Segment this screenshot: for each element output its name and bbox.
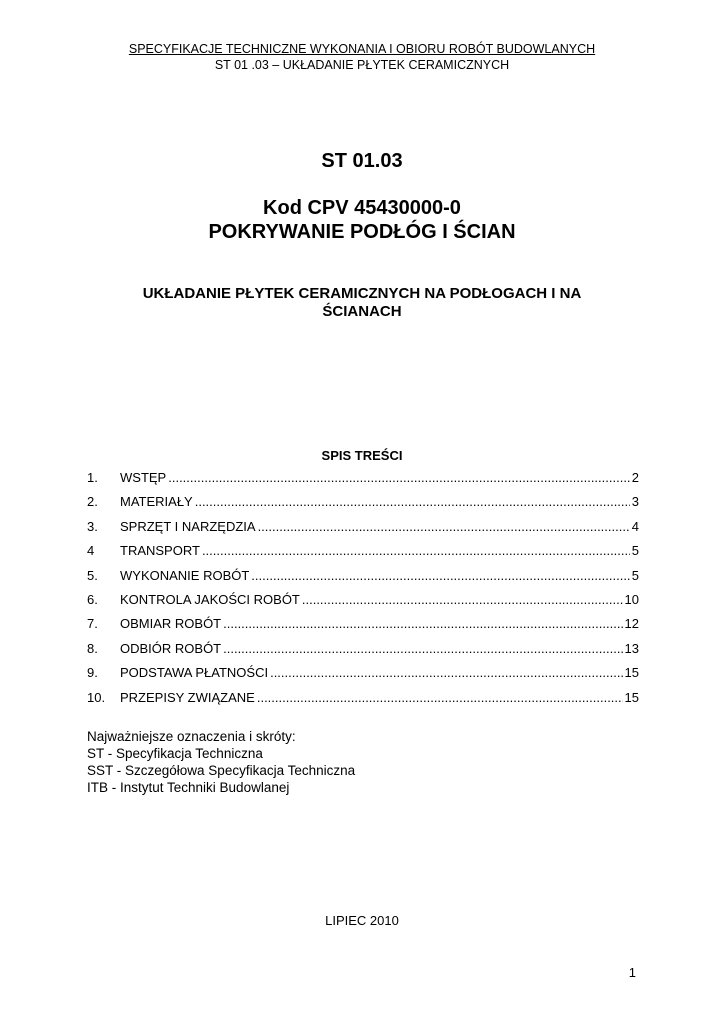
- table-of-contents: [87, 466, 639, 710]
- toc-item[interactable]: [87, 564, 639, 588]
- toc-item-number: 8.: [87, 640, 98, 656]
- toc-item-label: WYKONANIE ROBÓT: [120, 567, 250, 583]
- toc-item[interactable]: [87, 490, 639, 514]
- toc-item-page: 13: [624, 640, 639, 656]
- toc-item-number: 5.: [87, 567, 98, 583]
- header-line-2: ST 01 .03 – UKŁADANIE PŁYTEK CERAMICZNYCH: [214, 58, 510, 72]
- toc-item-number: 6.: [87, 591, 98, 607]
- toc-dot-leader: [202, 539, 630, 563]
- toc-dot-leader: [223, 637, 622, 661]
- toc-dot-leader: [302, 588, 623, 612]
- toc-item-label: MATERIAŁY: [120, 494, 193, 510]
- toc-dot-leader: [270, 661, 622, 685]
- document-subtitle: [90, 285, 634, 321]
- abbreviations-heading: Najważniejsze oznaczenia i skróty:: [87, 729, 296, 744]
- cpv-block: [0, 196, 724, 244]
- subtitle-line-2: ŚCIANACH: [322, 303, 402, 320]
- cpv-title: POKRYWANIE PODŁÓG I ŚCIAN: [208, 221, 516, 243]
- abbreviation-item: SST - Szczegółowa Specyfikacja Techniczna: [87, 763, 356, 778]
- abbreviations-block: [87, 728, 355, 796]
- toc-item-label: PRZEPISY ZWIĄZANE: [120, 689, 255, 705]
- toc-item[interactable]: [87, 515, 639, 539]
- abbreviation-item: ST - Specyfikacja Techniczna: [87, 746, 263, 761]
- toc-item-label: ODBIÓR ROBÓT: [120, 640, 222, 656]
- toc-dot-leader: [168, 466, 630, 490]
- header-line-1: SPECYFIKACJE TECHNICZNE WYKONANIA I OBIORU ROBÓT BUDOWLANYCH: [128, 42, 596, 56]
- toc-item-number: 10.: [87, 689, 106, 705]
- toc-item[interactable]: [87, 686, 639, 710]
- toc-title-text: SPIS TREŚCI: [321, 448, 403, 463]
- toc-dot-leader: [257, 686, 623, 710]
- toc-item[interactable]: [87, 637, 639, 661]
- toc-item[interactable]: [87, 612, 639, 636]
- subtitle-line-1: UKŁADANIE PŁYTEK CERAMICZNYCH NA PODŁOGACH I NA: [142, 285, 582, 302]
- document-date: LIPIEC 2010: [325, 913, 399, 928]
- toc-item-page: 15: [624, 665, 639, 681]
- toc-item-label: KONTROLA JAKOŚCI ROBÓT: [120, 591, 300, 607]
- toc-dot-leader: [258, 515, 630, 539]
- toc-item-page: 5: [631, 567, 639, 583]
- abbreviation-item: ITB - Instytut Techniki Budowlanej: [87, 780, 290, 795]
- toc-item-number: 4: [87, 543, 95, 559]
- toc-item[interactable]: [87, 466, 639, 490]
- toc-item-page: 3: [631, 494, 639, 510]
- toc-item-number: 2.: [87, 494, 98, 510]
- toc-dot-leader: [251, 564, 629, 588]
- toc-item-page: 4: [631, 518, 639, 534]
- document-code: ST 01.03: [321, 150, 403, 172]
- toc-item-label: SPRZĘT I NARZĘDZIA: [120, 518, 256, 534]
- toc-item-page: 15: [624, 689, 639, 705]
- toc-dot-leader: [223, 612, 622, 636]
- toc-title: [0, 448, 724, 463]
- toc-item-number: 7.: [87, 616, 98, 632]
- toc-item-page: 2: [631, 470, 639, 485]
- toc-item-number: 3.: [87, 518, 98, 534]
- toc-item-number: 1.: [87, 470, 98, 485]
- toc-item-label: TRANSPORT: [120, 543, 200, 559]
- toc-item-label: OBMIAR ROBÓT: [120, 616, 222, 632]
- toc-item-page: 5: [631, 543, 639, 559]
- cpv-code: Kod CPV 45430000-0: [263, 197, 461, 219]
- toc-item-page: 10: [624, 591, 639, 607]
- toc-item-number: 9.: [87, 665, 98, 681]
- page-header: [60, 41, 664, 73]
- toc-item-page: 12: [624, 616, 639, 632]
- page-number: 1: [628, 965, 636, 980]
- toc-item[interactable]: [87, 539, 639, 563]
- toc-item[interactable]: [87, 661, 639, 685]
- toc-item-label: PODSTAWA PŁATNOŚCI: [120, 665, 269, 681]
- toc-item-label: WSTĘP: [120, 470, 167, 485]
- toc-item[interactable]: [87, 588, 639, 612]
- toc-dot-leader: [195, 490, 630, 514]
